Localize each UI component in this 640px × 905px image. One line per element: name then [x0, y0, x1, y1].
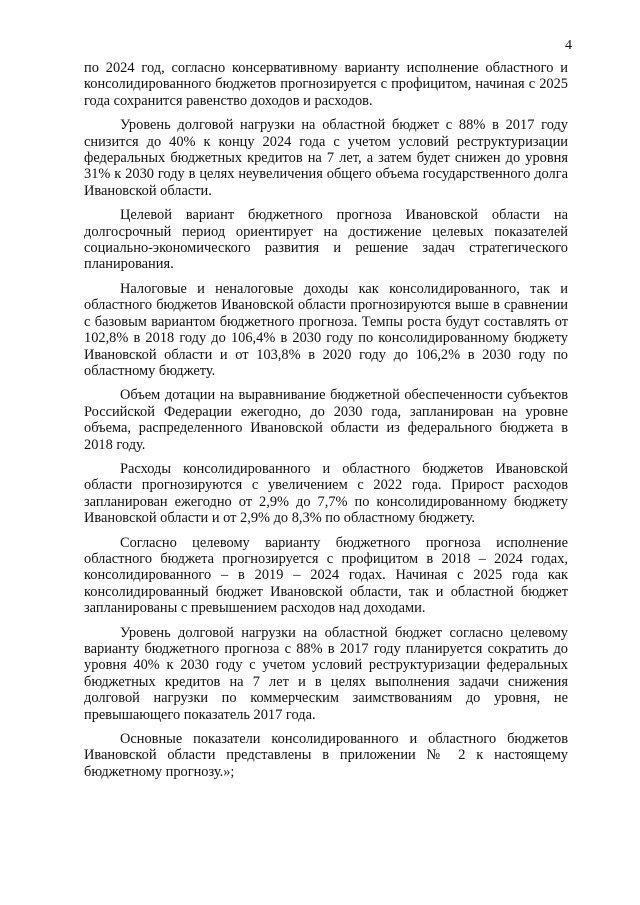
body-text: [84, 60, 568, 788]
page-number: 4: [565, 38, 572, 53]
paragraph-debt-load-conservative: Уровень долговой нагрузки на областной бюджет с 88% в 2017 году снизится до 40% к концу 2024 года с учетом условий реструктуризации федеральных бюджетных кредитов на 7 лет, а затем будет снижен до уровня 31% к 2030 году в целях неувеличения общего объема государственного долга Ивановской области.: [84, 117, 568, 199]
paragraph-subsidy-volume: Объем дотации на выравнивание бюджетной обеспеченности субъектов Российской Федерации ежегодно, до 2030 года, запланирован на уровне объема, распределенного Ивановской области из федерального бюджета в 2018 году.: [84, 387, 568, 453]
paragraph-budget-balance: Согласно целевому варианту бюджетного прогноза исполнение областного бюджета прогнозируется с профицитом в 2018 – 2024 годах, консолидированного – в 2019 – 2024 годах. Начиная с 2025 года как консолидированный бюджет Ивановской области, так и областной бюджет запланированы с превышением расходов над доходами.: [84, 534, 568, 617]
paragraph-tax-revenues: Налоговые и неналоговые доходы как консолидированного, так и областного бюджетов Ивановской области прогнозируются выше в сравнении с базовым вариантом бюджетного прогноза. Темпы роста будут составлять от 102,8% в 2018 году до 106,4% в 2030 году по консолидированному бюджету Ивановской области и от 103,8% в 2020 году до 106,2% в 2030 году по областному бюджету.: [84, 280, 568, 379]
paragraph-continuation: по 2024 год, согласно консервативному варианту исполнение областного и консолидированного бюджетов прогнозируется с профицитом, начиная с 2025 года сохранится равенство доходов и расходов.: [84, 60, 568, 109]
paragraph-appendix-reference: Основные показатели консолидированного и областного бюджетов Ивановской области представлены в приложении № 2 к настоящему бюджетному прогнозу.»;: [84, 731, 568, 780]
paragraph-target-variant: Целевой вариант бюджетного прогноза Ивановской области на долгосрочный период ориентирует на достижение целевых показателей социально-экономического развития и решение задач стратегического планирования.: [84, 207, 568, 273]
paragraph-debt-load-target: Уровень долговой нагрузки на областной бюджет согласно целевому варианту бюджетного прогноза с 88% в 2017 году планируется сократить до уровня 40% к 2030 году с учетом условий реструктуризации федеральных бюджетных кредитов на 7 лет и в целях выполнения задачи снижения долговой нагрузки по коммерческим заимствованиям до уровня, не превышающего показатель 2017 года.: [84, 624, 568, 723]
paragraph-expenditures: Расходы консолидированного и областного бюджетов Ивановской области прогнозируются с увеличением с 2022 года. Прирост расходов запланирован ежегодно от 2,9% до 7,7% по консолидированному бюджету Ивановской области и от 2,9% до 8,3% по областному бюджету.: [84, 460, 568, 527]
